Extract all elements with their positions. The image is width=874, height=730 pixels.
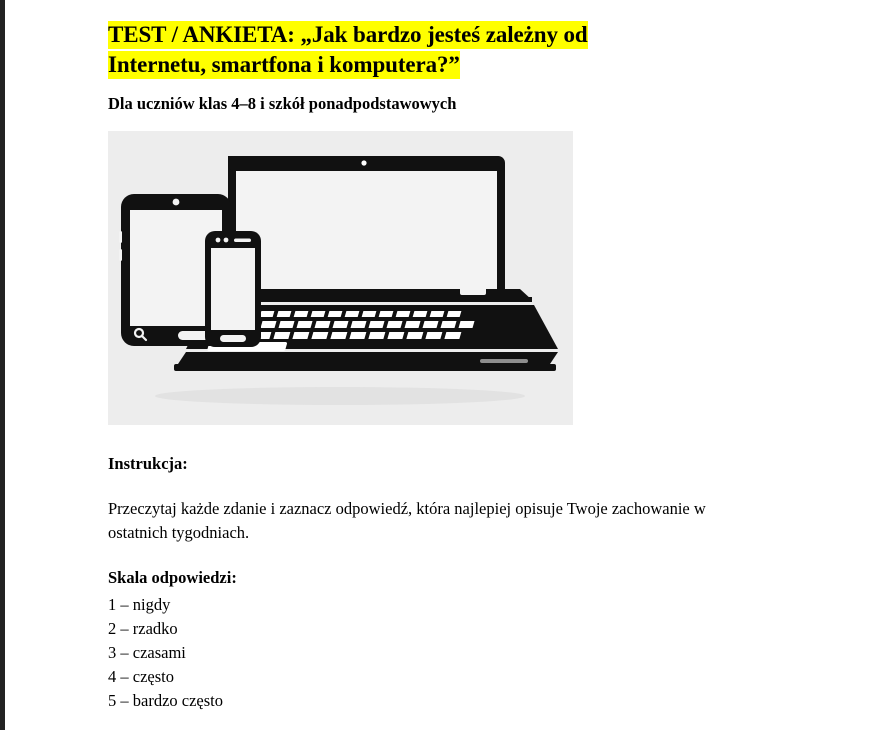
page-title [108, 0, 808, 80]
page-title-line-1: TEST / ANKIETA: „Jak bardzo jesteś zależny od [108, 22, 588, 47]
smartphone-icon [205, 231, 261, 347]
phone-home-button [220, 335, 246, 342]
instruction-heading: Instrukcja: [108, 454, 188, 473]
image-shadow [155, 387, 525, 405]
list-item: 3 – czasami [108, 643, 186, 662]
hero-image [108, 131, 573, 425]
left-edge-bar [0, 0, 5, 730]
scale-heading: Skala odpowiedzi: [108, 568, 237, 587]
tablet-camera-dot [173, 199, 180, 206]
scale-list [108, 593, 223, 713]
laptop-camera-dot [361, 160, 366, 165]
page-subtitle: Dla uczniów klas 4–8 i szkół ponadpodstawowych [108, 94, 457, 113]
phone-speaker-bar [234, 239, 251, 243]
document-page [108, 0, 808, 730]
list-item: 5 – bardzo często [108, 691, 223, 710]
list-item: 1 – nigdy [108, 595, 171, 614]
phone-camera-dot [216, 238, 221, 243]
instruction-text: Przeczytaj każde zdanie i zaznacz odpowiedź, która najlepiej opisuje Twoje zachowanie w ostatnich tygodniach. [108, 499, 706, 542]
list-item: 2 – rzadko [108, 619, 178, 638]
list-item: 4 – często [108, 667, 174, 686]
page-title-line-2: Internetu, smartfona i komputera?” [108, 52, 460, 77]
